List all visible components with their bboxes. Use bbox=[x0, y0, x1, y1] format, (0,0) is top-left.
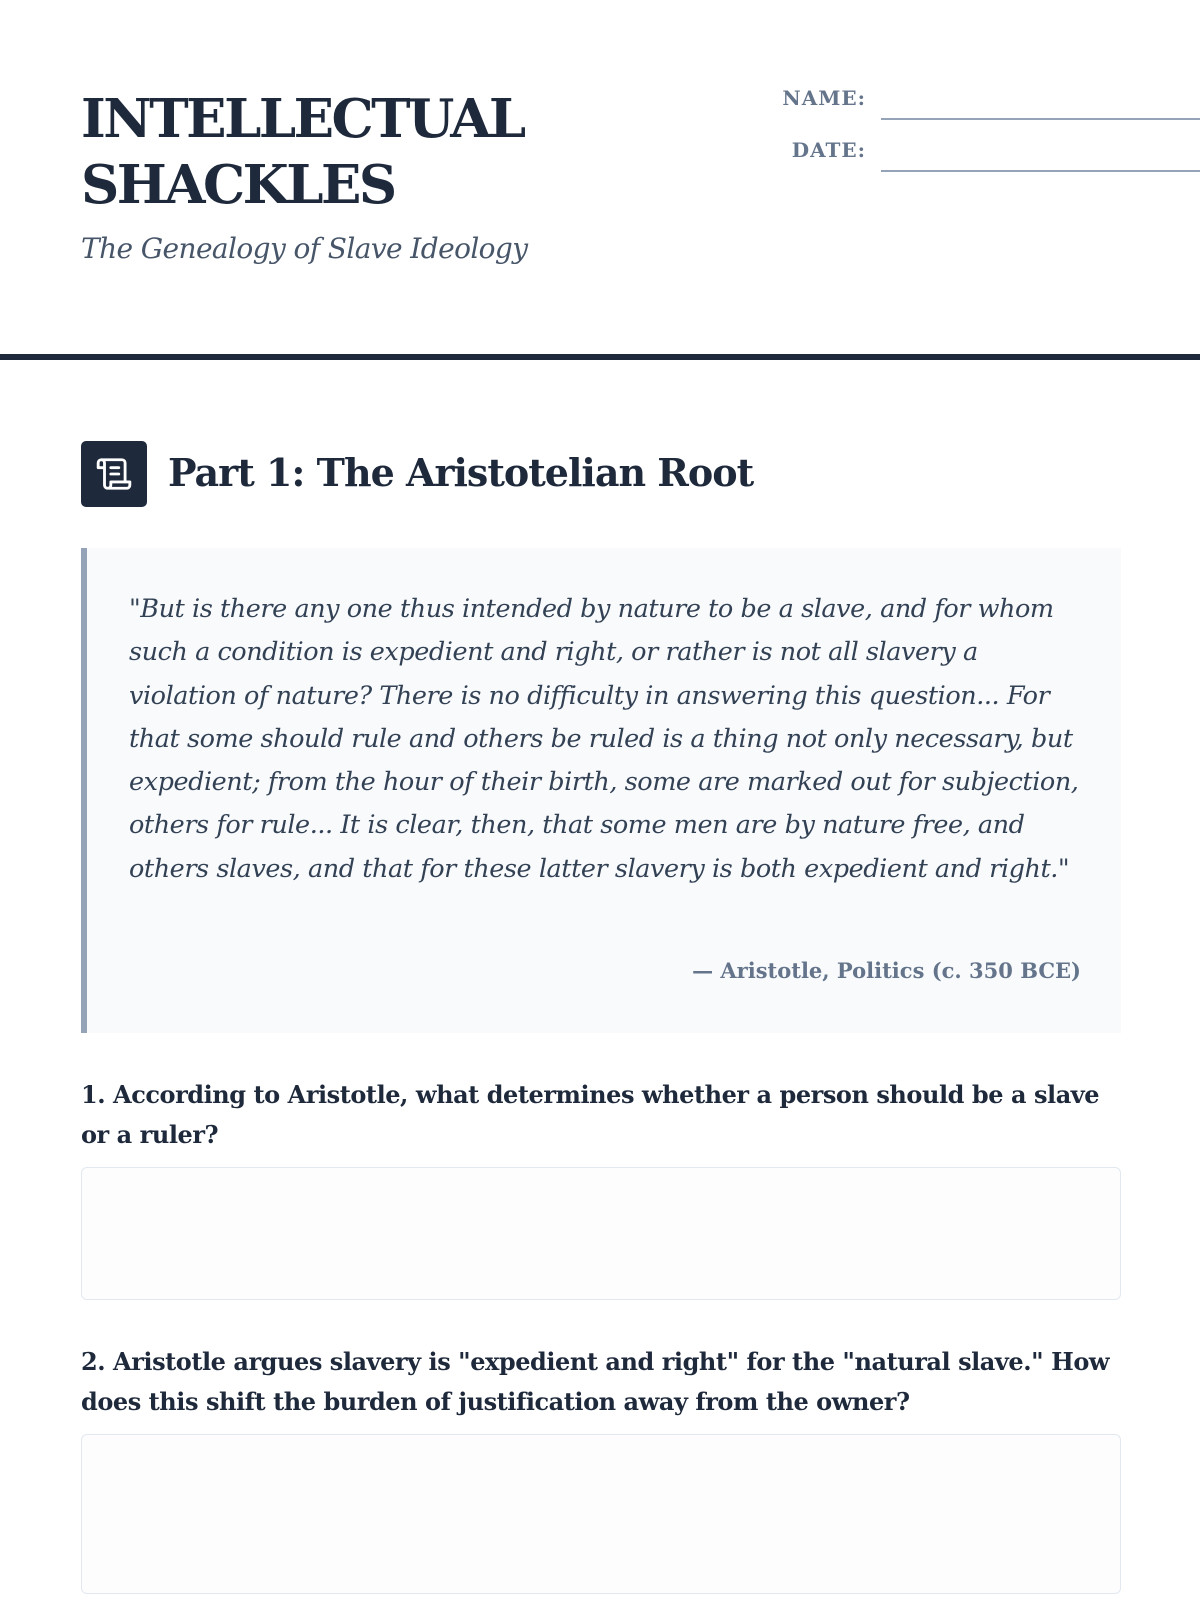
name-label: NAME: bbox=[782, 86, 866, 110]
name-field-row bbox=[681, 84, 1200, 118]
quote-citation: — Aristotle, Politics (c. 350 BCE) bbox=[692, 958, 1081, 983]
worksheet-subtitle: The Genealogy of Slave Ideology bbox=[81, 232, 528, 265]
scroll-icon bbox=[81, 441, 147, 507]
worksheet-title: INTELLECTUAL SHACKLES bbox=[81, 88, 524, 216]
worksheet-header bbox=[81, 0, 1121, 355]
primary-source-quote bbox=[81, 548, 1121, 1033]
answer-box-1[interactable] bbox=[81, 1167, 1121, 1300]
question-1: 1. According to Aristotle, what determines whether a person should be a slave or a ruler? bbox=[81, 1080, 1100, 1149]
section-header bbox=[81, 441, 1121, 507]
date-field-row bbox=[681, 136, 1200, 170]
date-label: DATE: bbox=[791, 138, 866, 162]
header-divider bbox=[0, 354, 1200, 360]
question-2: 2. Aristotle argues slavery is "expedient and right" for the "natural slave." How does this shift the burden of justification away from the owner? bbox=[81, 1347, 1110, 1416]
answer-box-2[interactable] bbox=[81, 1434, 1121, 1594]
section-title: Part 1: The Aristotelian Root bbox=[168, 450, 754, 495]
name-field[interactable] bbox=[881, 118, 1200, 120]
quote-text: "But is there any one thus intended by nature to be a slave, and for whom such a condition is expedient and right, or rather is not all slavery a violation of nature? There is no difficulty in answering this question... For that some should rule and others be ruled is a thing not only necessary, but expedient; from the hour of their birth, some are marked out for subjection, others for rule... It is clear, then, that some men are by nature free, and others slaves, and that for these latter slavery is both expedient and right." bbox=[129, 594, 1079, 884]
date-field[interactable] bbox=[881, 170, 1200, 172]
